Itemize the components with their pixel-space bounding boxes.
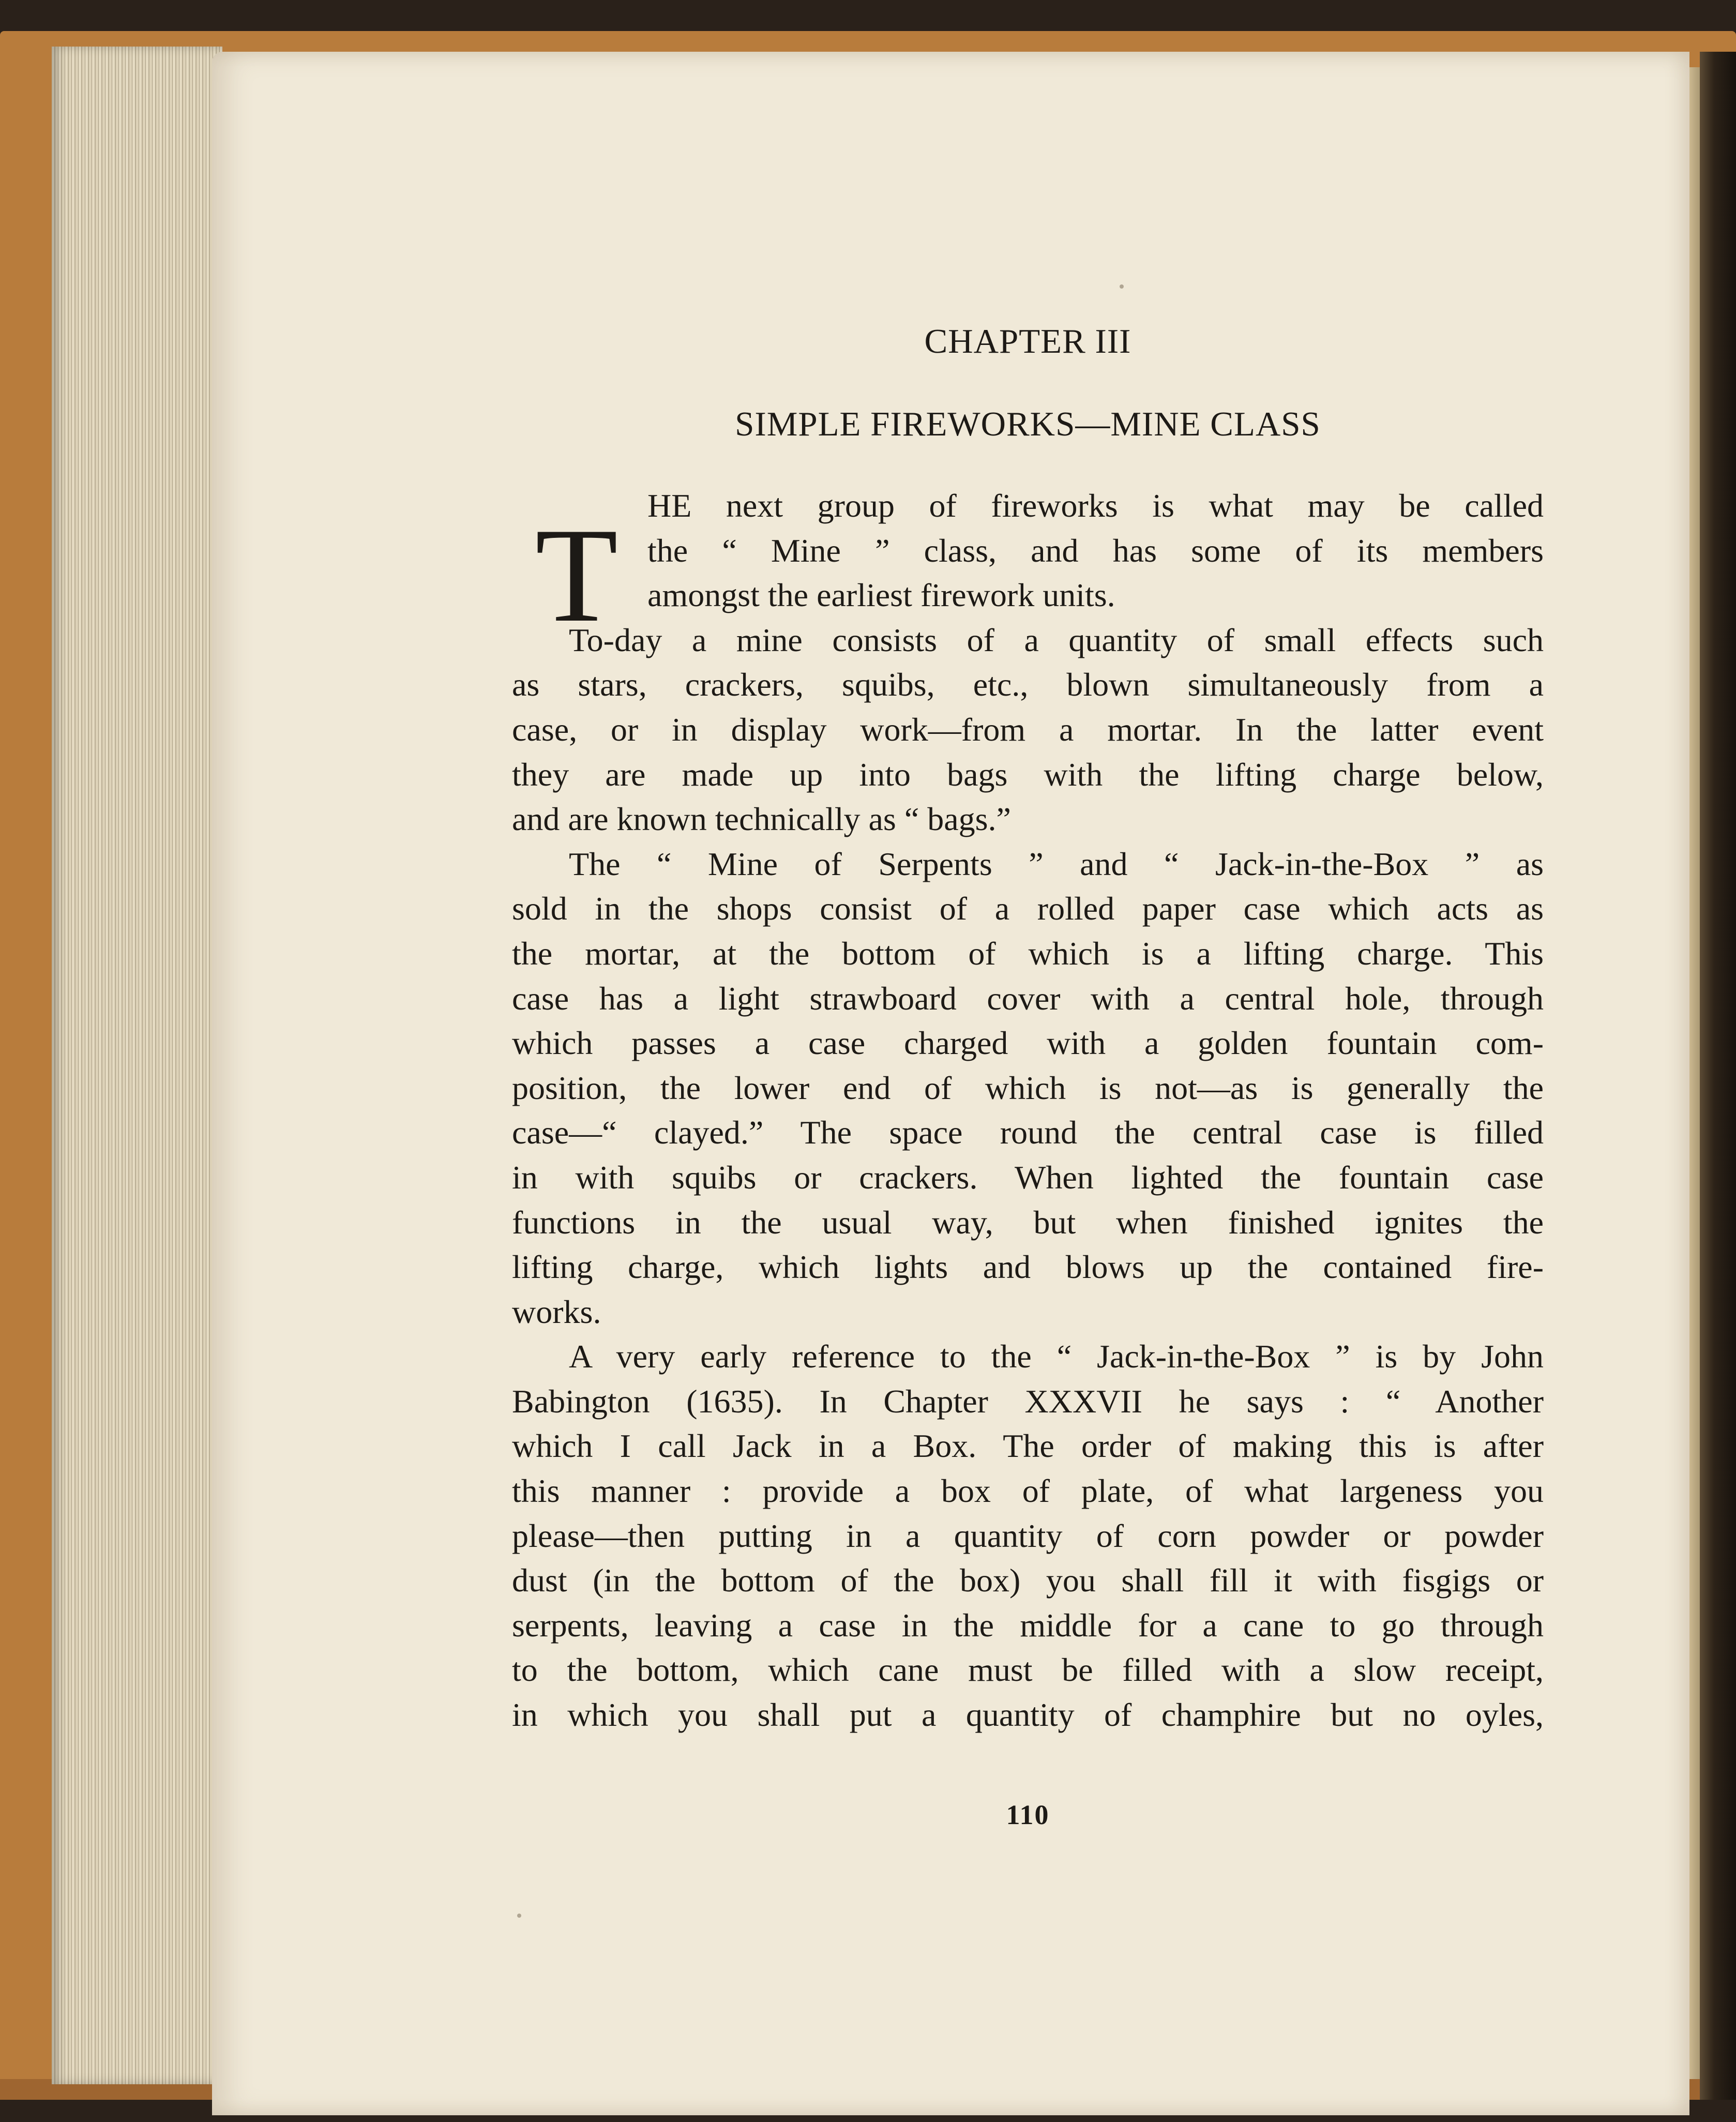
text-line: works. <box>512 1293 601 1330</box>
paper-speck <box>1120 284 1124 289</box>
text-line: Babington (1635). In Chapter XXXVII he says : “ Another <box>512 1382 1544 1420</box>
text-line: dust (in the bottom of the box) you shall fill it with fisgigs or <box>512 1562 1544 1599</box>
text-line: in with squibs or crackers. When lighted the fountain case <box>512 1158 1544 1196</box>
text-line: case, or in display work—from a mortar. In the latter event <box>512 711 1544 748</box>
paper-speck <box>517 1914 521 1918</box>
drop-cap: T <box>535 500 618 650</box>
text-line: functions in the usual way, but when finished ignites the <box>512 1203 1544 1241</box>
text-line: they are made up into bags with the lifting charge below, <box>512 756 1544 793</box>
page-edges <box>52 47 222 2084</box>
chapter-heading: CHAPTER III <box>924 322 1131 360</box>
text-line: The “ Mine of Serpents ” and “ Jack-in-the-Box ” as <box>569 845 1544 882</box>
text-line: sold in the shops consist of a rolled paper case which acts as <box>512 890 1544 927</box>
text-line: serpents, leaving a case in the middle for a cane to go through <box>512 1606 1544 1644</box>
body-text <box>512 484 1544 1738</box>
text-line: which I call Jack in a Box. The order of making this is after <box>512 1427 1544 1465</box>
text-line: amongst the earliest firework units. <box>647 577 1115 614</box>
text-line: lifting charge, which lights and blows up the contained fire- <box>512 1248 1544 1286</box>
text-line: the “ Mine ” class, and has some of its members <box>647 532 1544 569</box>
text-line: which passes a case charged with a golden fountain com- <box>512 1025 1544 1062</box>
text-line: in which you shall put a quantity of champhire but no oyles, <box>512 1696 1544 1734</box>
text-line: to the bottom, which cane must be filled with a slow receipt, <box>512 1651 1544 1689</box>
text-line: position, the lower end of which is not—as is generally the <box>512 1069 1544 1106</box>
page-number: 110 <box>1006 1799 1050 1830</box>
text-line: case has a light strawboard cover with a central hole, through <box>512 980 1544 1017</box>
text-line: To-day a mine consists of a quantity of small effects such <box>569 621 1544 658</box>
text-line: the mortar, at the bottom of which is a lifting charge. This <box>512 935 1544 972</box>
text-line: as stars, crackers, squibs, etc., blown simultaneously from a <box>512 666 1544 703</box>
text-line: HE next group of fireworks is what may be called <box>647 487 1544 524</box>
text-line: A very early reference to the “ Jack-in-the-Box ” is by John <box>569 1338 1544 1375</box>
text-line: case—“ clayed.” The space round the central case is filled <box>512 1114 1544 1151</box>
text-line: and are known technically as “ bags.” <box>512 801 1011 838</box>
binding-shadow <box>1700 52 1736 2100</box>
text-line: this manner : provide a box of plate, of what largeness you <box>512 1472 1544 1510</box>
text-line: please—then putting in a quantity of corn powder or powder <box>512 1517 1544 1554</box>
chapter-title: SIMPLE FIREWORKS—MINE CLASS <box>735 405 1321 443</box>
